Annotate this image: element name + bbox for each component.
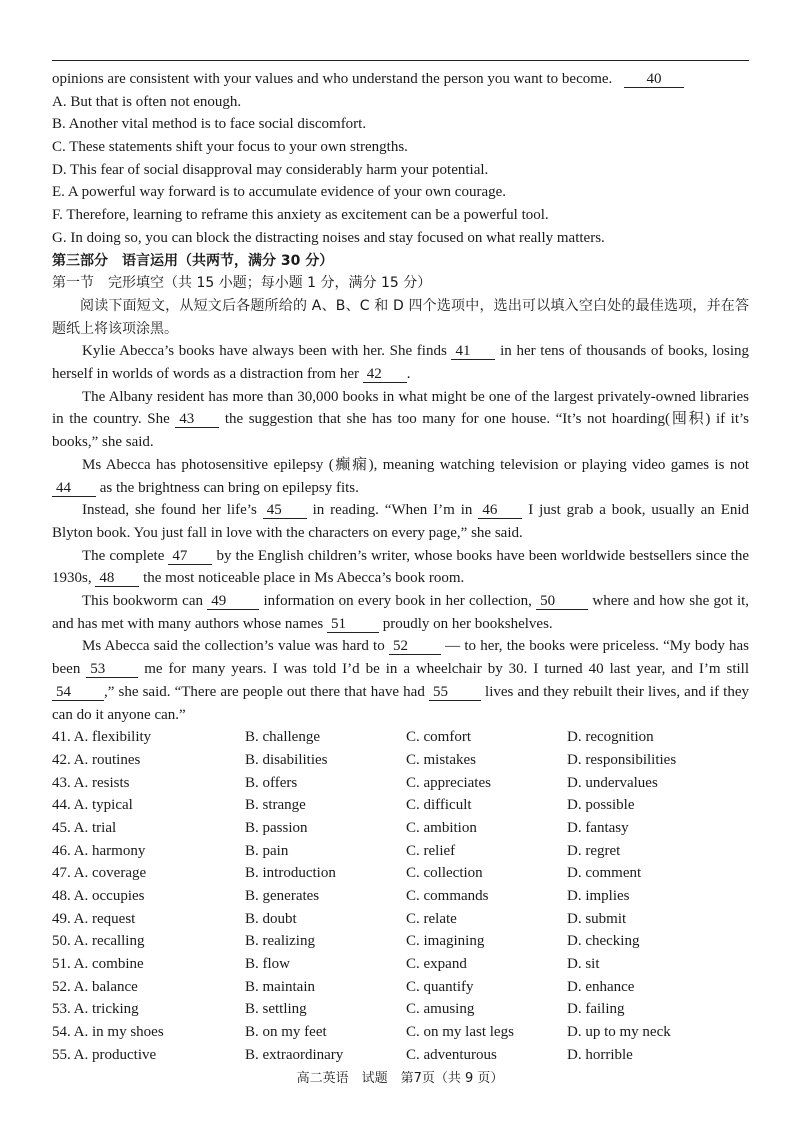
paragraph-1 [52, 340, 749, 385]
option-50-c: C. imagining [406, 933, 485, 950]
options-51 [52, 953, 749, 976]
option-53-c: C. amusing [406, 1001, 475, 1018]
option-47-a: 47. A. coverage [52, 865, 147, 882]
p3-text-b: as the brightness can bring on epilepsy fits. [99, 479, 359, 496]
options-44 [52, 794, 749, 817]
option-43-d: D. undervalues [567, 774, 658, 791]
option-55-a: 55. A. productive [52, 1046, 157, 1063]
option-53-b: B. settling [245, 1001, 307, 1018]
paragraph-2 [52, 386, 749, 454]
option-49-b: B. doubt [245, 910, 297, 927]
option-45-b: B. passion [245, 819, 308, 836]
p1-text-c: . [406, 365, 411, 382]
p6-text-d: proudly on her bookshelves. [382, 615, 553, 632]
option-52-d: D. enhance [567, 978, 635, 995]
p4-text-b: in reading. “When I’m in [312, 502, 473, 519]
blank-51: 51 [327, 616, 379, 633]
option-42-a: 42. A. routines [52, 751, 141, 768]
option-55-d: D. horrible [567, 1046, 633, 1063]
option-46-a: 46. A. harmony [52, 842, 146, 859]
part-three-title: 第三部分 语言运用（共两节，满分 30 分） [52, 252, 334, 269]
option-c-seven: C. These statements shift your focus to your own strengths. [52, 139, 408, 156]
p1-text-b: in her tens of thousands of books, losing herself in worlds of words as a distraction from her [52, 343, 750, 382]
option-41-c: C. comfort [406, 729, 471, 746]
option-52-c: C. quantify [406, 978, 474, 995]
option-43-c: C. appreciates [406, 774, 491, 791]
blank-47: 47 [168, 548, 212, 565]
option-55-c: C. adventurous [406, 1046, 497, 1063]
option-50-d: D. checking [567, 933, 640, 950]
exam-page [52, 68, 749, 1067]
option-55-b: B. extraordinary [245, 1046, 344, 1063]
option-54-a: 54. A. in my shoes [52, 1024, 164, 1041]
option-51-d: D. sit [567, 956, 600, 973]
options-48 [52, 885, 749, 908]
options-47 [52, 862, 749, 885]
blank-53: 53 [86, 661, 138, 678]
option-43-a: 43. A. resists [52, 774, 130, 791]
blank-48: 48 [95, 570, 139, 587]
option-51-b: B. flow [245, 956, 290, 973]
option-54-c: C. on my last legs [406, 1024, 514, 1041]
option-50-b: B. realizing [245, 933, 315, 950]
p6-text-c: where and how she got it, and has met with many authors whose names [52, 593, 750, 632]
paragraph-4 [52, 499, 749, 544]
options-53 [52, 998, 749, 1021]
options-54 [52, 1021, 749, 1044]
p1-text-a: Kylie Abecca’s books have always been with her. She finds [82, 343, 447, 360]
option-46-d: D. regret [567, 842, 621, 859]
option-g-seven: G. In doing so, you can block the distracting noises and stay focused on what really matters. [52, 229, 605, 246]
paragraph-5 [52, 545, 749, 590]
option-49-c: C. relate [406, 910, 457, 927]
blank-41: 41 [451, 343, 495, 360]
blank-44: 44 [52, 480, 96, 497]
options-45 [52, 817, 749, 840]
p5-text-b: by the English children’s writer, whose books have been worldwide bestsellers since the 1930s, [52, 547, 750, 587]
option-47-d: D. comment [567, 865, 642, 882]
p4-text-a: Instead, she found her life’s [82, 502, 257, 519]
paragraph-6 [52, 590, 749, 635]
option-48-a: 48. A. occupies [52, 888, 145, 905]
blank-52: 52 [389, 638, 441, 655]
option-46-b: B. pain [245, 842, 289, 859]
option-51-c: C. expand [406, 956, 467, 973]
p7-text-c: me for many years. I was told I’d be in a wheelchair by 30. I turned 40 last year, and I’m still [144, 661, 750, 678]
option-47-b: B. introduction [245, 865, 336, 882]
p6-text-b: information on every book in her collection, [263, 593, 532, 610]
option-45-a: 45. A. trial [52, 819, 117, 836]
blank-43: 43 [175, 411, 219, 428]
paragraph-3 [52, 454, 749, 499]
option-53-d: D. failing [567, 1001, 625, 1018]
options-43 [52, 772, 749, 795]
p4-text-c: I just grab a book, usually an Enid Blyton book. You just fall in love with the characters on every page,” she said. [52, 502, 750, 541]
option-41-b: B. challenge [245, 729, 320, 746]
option-50-a: 50. A. recalling [52, 933, 145, 950]
option-46-c: C. relief [406, 842, 456, 859]
p7-text-e: lives and they rebuilt their lives, and if they can do it anyone can.” [52, 683, 750, 723]
options-52 [52, 976, 749, 999]
option-49-a: 49. A. request [52, 910, 136, 927]
instructions: 阅读下面短文，从短文后各题所给的 A、B、C 和 D 四个选项中，选出可以填入空白处的最佳选项，并在答题纸上将该项涂黑。 [52, 297, 749, 337]
option-47-c: C. collection [406, 865, 483, 882]
blank-42: 42 [363, 366, 407, 383]
blank-46: 46 [478, 502, 522, 519]
options-41 [52, 726, 749, 749]
blank-50: 50 [536, 593, 588, 610]
p7-text-a: Ms Abecca said the collection’s value was hard to [82, 638, 385, 655]
option-52-b: B. maintain [245, 978, 315, 995]
answer-options [52, 726, 749, 1066]
blank-54: 54 [52, 684, 104, 701]
option-d-seven: D. This fear of social disapproval may considerably harm your potential. [52, 161, 489, 178]
option-52-a: 52. A. balance [52, 978, 138, 995]
option-43-b: B. offers [245, 774, 298, 791]
section-one-title: 第一节 完形填空（共 15 小题；每小题 1 分，满分 15 分） [52, 275, 432, 292]
options-50 [52, 930, 749, 953]
p7-text-b: — to her, the books were priceless. “My body has been [52, 638, 750, 678]
option-49-d: D. submit [567, 910, 627, 927]
p2-text-b: the suggestion that she has too many for one house. “It’s not hoarding(囤积) if it’s books,” she said. [52, 411, 750, 451]
option-48-c: C. commands [406, 888, 489, 905]
option-44-d: D. possible [567, 797, 635, 814]
p5-text-a: The complete [82, 547, 165, 564]
option-53-a: 53. A. tricking [52, 1001, 139, 1018]
option-42-b: B. disabilities [245, 751, 328, 768]
option-44-c: C. difficult [406, 797, 472, 814]
option-44-b: B. strange [245, 797, 306, 814]
option-41-d: D. recognition [567, 729, 654, 746]
option-42-c: C. mistakes [406, 751, 476, 768]
option-b-seven: B. Another vital method is to face social discomfort. [52, 116, 367, 133]
option-51-a: 51. A. combine [52, 956, 144, 973]
options-49 [52, 908, 749, 931]
paragraph-7 [52, 635, 749, 726]
option-48-d: D. implies [567, 888, 630, 905]
blank-49: 49 [207, 593, 259, 610]
top-rule [52, 60, 749, 61]
option-42-d: D. responsibilities [567, 751, 677, 768]
question-40-line [52, 68, 749, 91]
p5-text-c: the most noticeable place in Ms Abecca’s book room. [143, 570, 465, 587]
option-e-seven: E. A powerful way forward is to accumulate evidence of your own courage. [52, 184, 507, 201]
p3-text-a: Ms Abecca has photosensitive epilepsy (癫痫), meaning watching television or playing video games is not [82, 456, 749, 473]
p6-text-a: This bookworm can [82, 593, 203, 610]
options-55 [52, 1044, 749, 1067]
option-a-seven: A. But that is often not enough. [52, 93, 242, 110]
option-41-a: 41. A. flexibility [52, 729, 152, 746]
blank-45: 45 [263, 502, 307, 519]
options-46 [52, 840, 749, 863]
p7-text-d: ,” she said. “There are people out there that have had [104, 683, 425, 700]
p2-text-a: The Albany resident has more than 30,000 books in what might be one of the largest privately-owned libraries in the country. She [52, 388, 749, 428]
option-45-d: D. fantasy [567, 819, 629, 836]
question-40-text: opinions are consistent with your values and who understand the person you want to become. [52, 71, 613, 87]
option-f-seven: F. Therefore, learning to reframe this anxiety as excitement can be a powerful tool. [52, 207, 549, 224]
options-42 [52, 749, 749, 772]
option-45-c: C. ambition [406, 819, 477, 836]
page-footer: 高二英语 试题 第7页（共 9 页） [296, 1071, 504, 1086]
option-54-d: D. up to my neck [567, 1024, 671, 1041]
blank-55: 55 [429, 684, 481, 701]
option-44-a: 44. A. typical [52, 797, 133, 814]
option-54-b: B. on my feet [245, 1024, 327, 1041]
option-48-b: B. generates [245, 888, 320, 905]
blank-40: 40 [624, 71, 684, 88]
